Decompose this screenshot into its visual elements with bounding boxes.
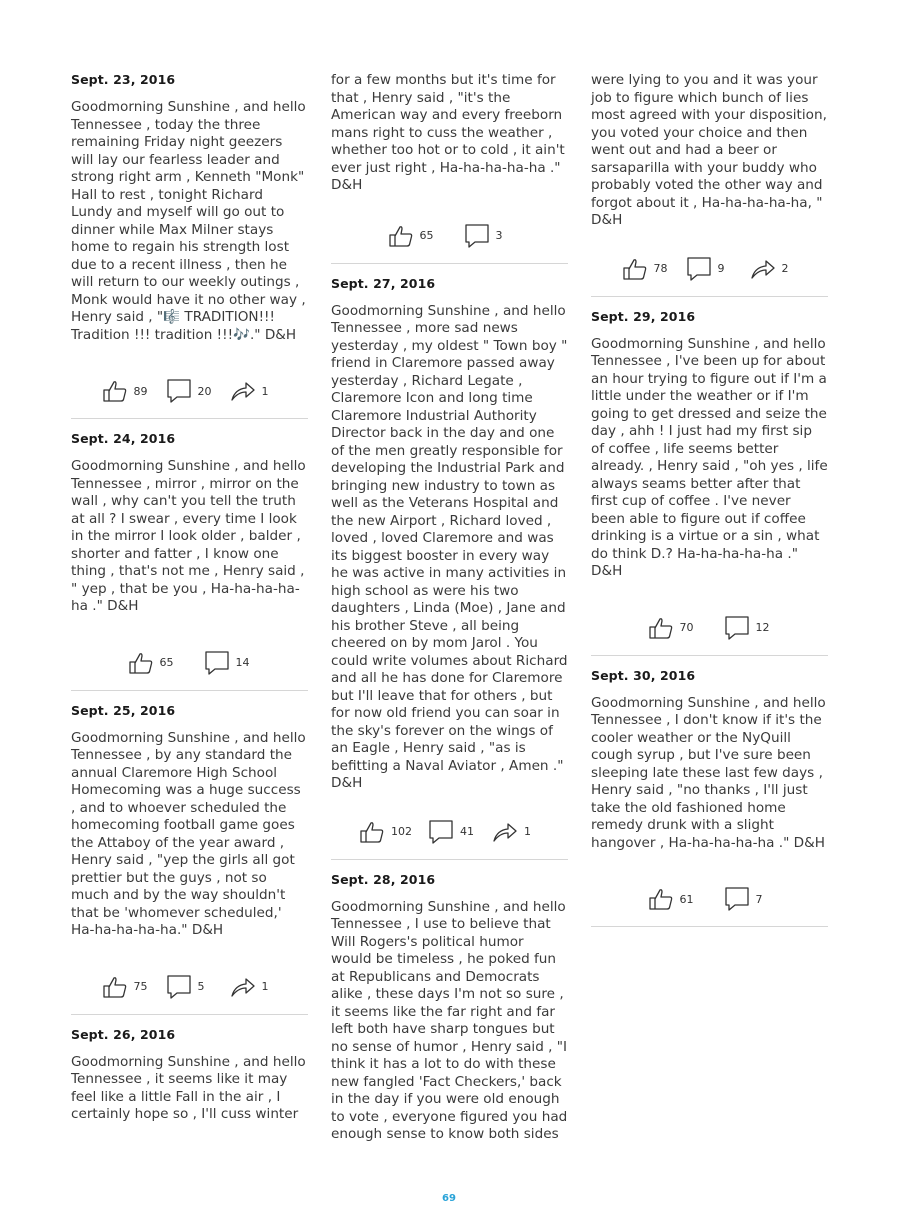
like-count: 61 (679, 892, 694, 906)
comment-bubble-icon (724, 615, 750, 641)
post-text: for a few months but it's time for that , Henry said , "it's the American way and every freeborn mans right to cuss the weather , whether too hot or to cold , it ain't ever just right , Ha-ha-ha-ha-ha ." D&H (331, 72, 565, 193)
like-count: 89 (133, 384, 148, 398)
share-button[interactable] (750, 257, 798, 281)
post-date: Sept. 27, 2016 (331, 275, 436, 291)
share-button[interactable] (230, 379, 278, 403)
post-date: Sept. 24, 2016 (71, 431, 176, 446)
reaction-bar (591, 613, 828, 643)
comment-count: 14 (235, 656, 250, 669)
thumbs-up-icon (128, 651, 154, 675)
like-button[interactable] (128, 651, 176, 675)
comment-count: 41 (460, 825, 474, 838)
page-number: 69 (442, 1193, 456, 1204)
thumbs-up-icon (648, 887, 674, 911)
post-text: Goodmorning Sunshine , and hello Tennessee , I use to believe that Will Rogers's political humor would be timeless , he poked fun at Republicans and Democrats alike , these days I'm not so sure , it seems like the far right and far left both have sharp tongues but no sense of humor , Henry said , "I think it has a lot to do with these new fangled 'Fact Checkers,' back in the day if you were old enough to vote , everyone figured you had enough sense to know both sides (331, 898, 568, 1142)
like-count: 70 (679, 621, 694, 634)
share-button[interactable] (230, 975, 278, 999)
like-count: 75 (133, 980, 148, 993)
reaction-bar (331, 221, 568, 251)
thumbs-up-icon (388, 224, 414, 248)
like-button[interactable] (102, 379, 150, 403)
post-date: Sept. 30, 2016 (591, 667, 696, 683)
post-text: Goodmorning Sunshine , and hello Tennessee , I don't know if it's the cooler weather or the NyQuill cough syrup , but I've sure been sleeping late these last few days , Henry said , "no thanks , I'll just take the old fashioned home remedy drunk with a slight hangover , Ha-ha-ha-ha-ha ." D&H (591, 694, 826, 851)
post-text: were lying to you and it was your job to figure which bunch of lies most agreed with your disposition, you voted your choice and then went out and had a beer or sarsaparilla with your buddy who probably voted the other way and forgot about it , Ha-ha-ha-ha-ha, " D&H (591, 72, 827, 228)
comment-count: 12 (755, 621, 770, 634)
post-date: Sept. 23, 2016 (71, 72, 176, 87)
post-sept-28 (331, 872, 568, 1156)
reaction-bar (591, 254, 828, 284)
like-count: 65 (159, 656, 174, 669)
post-date: Sept. 28, 2016 (331, 871, 436, 887)
comment-bubble-icon (464, 223, 490, 249)
column-2 (331, 72, 568, 1156)
reaction-bar (71, 648, 308, 678)
post-sept-23 (71, 72, 308, 419)
post-sept-26 (71, 1027, 308, 1136)
column-3 (591, 72, 828, 939)
thumbs-up-icon (622, 257, 648, 281)
share-arrow-icon (750, 257, 776, 281)
comment-button[interactable] (724, 886, 772, 912)
post-sept-29 (591, 309, 828, 656)
comment-button[interactable] (204, 650, 252, 676)
like-button[interactable] (622, 257, 670, 281)
comment-button[interactable] (724, 615, 772, 641)
like-button[interactable] (388, 224, 436, 248)
post-sept-26-continued (331, 72, 568, 264)
thumbs-up-icon (648, 616, 674, 640)
reaction-bar (591, 884, 828, 914)
comment-bubble-icon (428, 819, 454, 845)
like-button[interactable] (648, 887, 696, 911)
like-count: 78 (653, 262, 668, 275)
like-count: 65 (419, 229, 434, 242)
post-sept-30 (591, 668, 828, 928)
post-text: Goodmorning Sunshine , and hello Tennessee , today the three remaining Friday night geezers will lay our fearless leader and strong right arm , Kenneth "Monk" Hall to rest , tonight Richard Lundy and myself will go out to dinner while Max Milner stays home to regain his strength lost due to a recent illness , then he will return to our weekly outings , Monk would have it no other way , Henry said , "🎼 TRADITION!!! Tradition !!! tradition !!!🎶." D&H (71, 99, 306, 343)
post-text: Goodmorning Sunshine , and hello Tennessee , I've been up for about an hour trying to figure out if I'm a little under the weather or if I'm going to get dressed and seize the day , ahh ! I just had my first sip of coffee , life seems better already. , Henry said , "oh yes , life always seams better after that first cup of coffee . I've never been able to figure out if coffee drinking is a virtue or a sin , what do think D.? Ha-ha-ha-ha-ha ." D&H (591, 335, 828, 579)
share-count: 1 (524, 825, 531, 838)
like-count: 102 (391, 825, 412, 838)
comment-button[interactable] (166, 974, 214, 1000)
comment-count: 20 (197, 384, 212, 398)
comment-button[interactable] (464, 223, 512, 249)
reaction-bar (331, 817, 568, 847)
comment-count: 9 (717, 262, 725, 275)
like-button[interactable] (648, 616, 696, 640)
post-sept-25 (71, 703, 308, 1015)
comment-bubble-icon (166, 974, 192, 1000)
like-button[interactable] (102, 975, 150, 999)
share-count: 1 (261, 980, 269, 993)
comment-bubble-icon (204, 650, 230, 676)
post-sept-24 (71, 431, 308, 691)
comment-bubble-icon (686, 256, 712, 282)
thumbs-up-icon (102, 379, 128, 403)
comment-count: 5 (197, 980, 205, 993)
comment-button[interactable] (428, 819, 476, 845)
like-button[interactable] (359, 820, 412, 844)
reaction-bar (71, 376, 308, 406)
thumbs-up-icon (102, 975, 128, 999)
share-arrow-icon (230, 379, 256, 403)
post-text: Goodmorning Sunshine , and hello Tennessee , more sad news yesterday , my oldest " Town boy " friend in Claremore passed away yesterday , Richard Legate , Claremore Icon and long time Claremore Industrial Authority Director back in the day and one of the men greatly responsible for developing the Industrial Park and bringing new industry to town as well as the Veterans Hospital and the new Airport , Richard loved , loved , loved Claremore and was its biggest booster in every way he was active in many activities in high school as were his two daughters , Linda (Moe) , Jane and his brother Steve , all being cheered on by mom Jarol . You could write volumes about Richard and all he has done for Claremore but I'll leave that for others , but for now old friend you can soar in the sky's forever on the wings of an Eagle , Henry said , "as is befitting a Naval Aviator , Amen ." D&H (331, 302, 568, 791)
share-count: 2 (781, 262, 789, 275)
comment-count: 3 (495, 229, 503, 242)
comment-count: 7 (755, 892, 763, 906)
comment-bubble-icon (724, 886, 750, 912)
post-sept-28-continued (591, 72, 828, 297)
post-date: Sept. 25, 2016 (71, 702, 176, 718)
reaction-bar (71, 972, 308, 1002)
share-count: 1 (261, 384, 269, 398)
post-date: Sept. 29, 2016 (591, 308, 696, 324)
post-text: Goodmorning Sunshine , and hello Tennessee , mirror , mirror on the wall , why can't you tell the truth at all ? I swear , every time I look in the mirror I look older , balder , shorter and fatter , I know one thing , that's not me , Henry said , " yep , that be you , Ha-ha-ha-ha-ha ." D&H (71, 458, 306, 614)
post-sept-27 (331, 276, 568, 860)
post-text: Goodmorning Sunshine , and hello Tennessee , by any standard the annual Claremore High School Homecoming was a huge success , and to whoever scheduled the homecoming football game goes the Attaboy of the year award , Henry said , "yep the girls all got prettier but the guys , not so much and by the way shouldn't that be 'whomever scheduled,' Ha-ha-ha-ha-ha." D&H (71, 729, 306, 938)
share-arrow-icon (230, 975, 256, 999)
thumbs-up-icon (359, 820, 385, 844)
comment-button[interactable] (166, 378, 214, 404)
post-text: Goodmorning Sunshine , and hello Tennessee , it seems like it may feel like a little Fall in the air , I certainly hope so , I'll cuss winter (71, 1053, 306, 1122)
share-arrow-icon (492, 820, 518, 844)
comment-bubble-icon (166, 378, 192, 404)
share-button[interactable] (492, 820, 540, 844)
column-1 (71, 68, 308, 1136)
post-date: Sept. 26, 2016 (71, 1026, 176, 1042)
comment-button[interactable] (686, 256, 734, 282)
